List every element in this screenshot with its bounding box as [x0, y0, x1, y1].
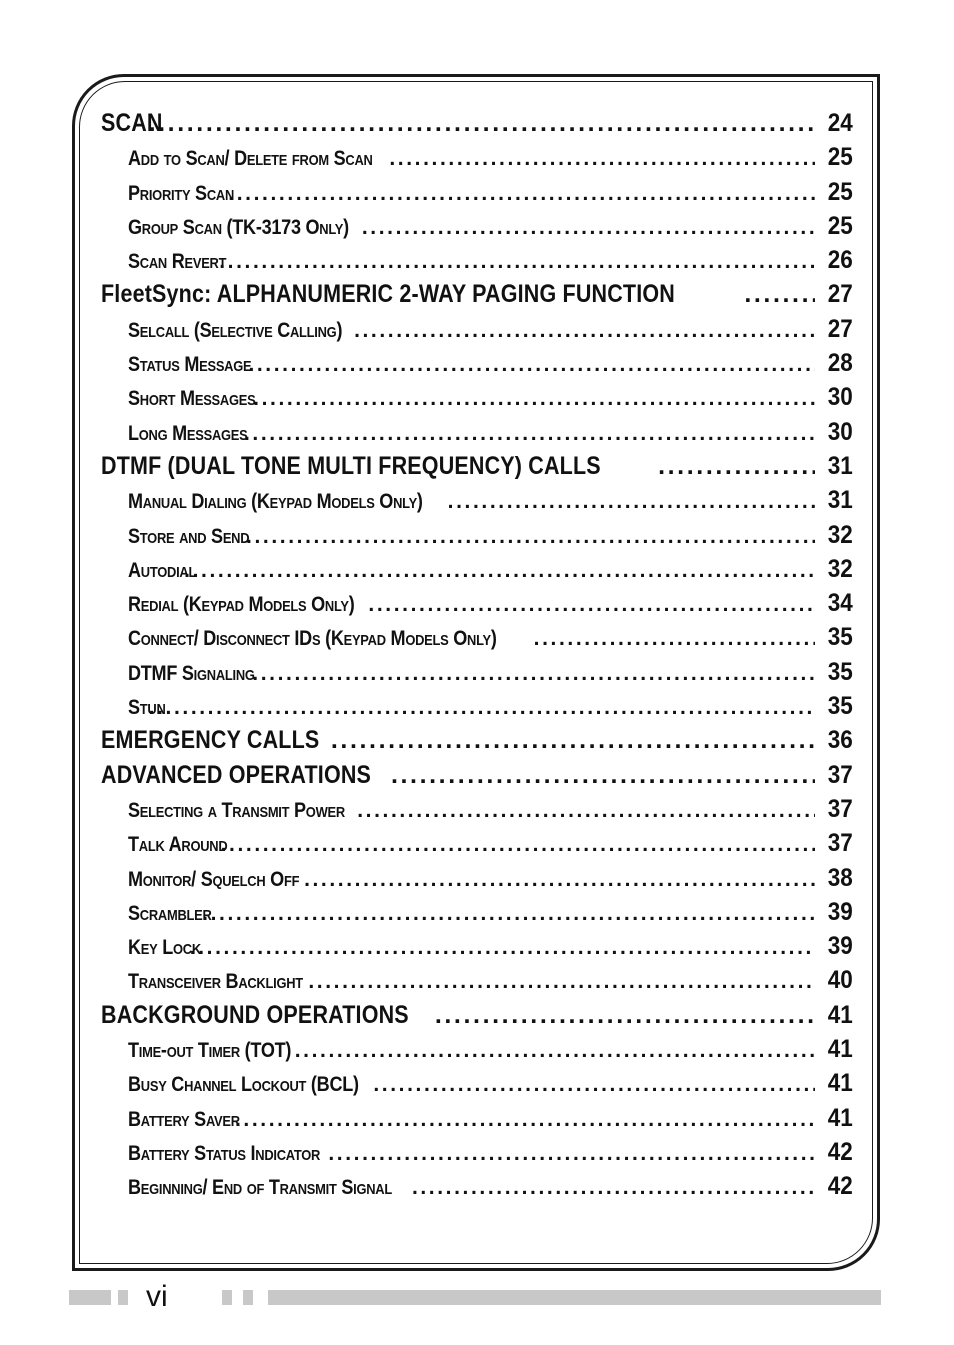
toc-entry-page-number: 37: [827, 829, 853, 858]
toc-entry-page-number: 39: [827, 932, 853, 961]
toc-dot-leader: [389, 142, 815, 174]
toc-entry-page-number: 26: [827, 246, 853, 275]
footer-bar-right: [268, 1290, 881, 1305]
toc-dot-leader: [658, 449, 815, 483]
toc-entry-title: Autodial: [128, 558, 197, 582]
toc-entry-page-number: 42: [827, 1137, 853, 1166]
toc-dot-leader: [252, 657, 815, 689]
toc-subsection-entry: [101, 586, 853, 620]
toc-dot-leader: [248, 348, 815, 380]
toc-dot-leader: [357, 794, 815, 826]
toc-dot-leader: [253, 382, 815, 414]
toc-entry-title: SCAN: [101, 109, 163, 137]
toc-entry-title: ADVANCED OPERATIONS: [101, 760, 372, 789]
toc-subsection-entry: [101, 380, 853, 414]
toc-entry-title: Selecting a Transmit Power: [128, 798, 345, 822]
toc-entry-title: Key Lock: [128, 936, 201, 960]
table-of-contents: [101, 106, 853, 1204]
toc-entry-title: Connect/ Disconnect IDs (Keypad Models Only): [128, 627, 497, 651]
toc-entry-title: Redial (Keypad Models Only): [128, 593, 355, 617]
toc-entry-page-number: 35: [827, 657, 853, 686]
toc-dot-leader: [295, 1034, 815, 1066]
toc-subsection-entry: [101, 895, 853, 929]
toc-subsection-entry: [101, 209, 853, 243]
toc-subsection-entry: [101, 1101, 853, 1135]
toc-section-entry: [101, 277, 853, 311]
toc-dot-leader: [331, 723, 815, 757]
toc-entry-page-number: 30: [827, 417, 853, 446]
toc-entry-title: DTMF Signaling: [128, 661, 255, 685]
toc-dot-leader: [149, 106, 816, 140]
toc-entry-title: DTMF (DUAL TONE MULTI FREQUENCY) CALLS: [101, 451, 601, 480]
toc-entry-title: Short Messages: [128, 387, 256, 411]
toc-subsection-entry: [101, 861, 853, 895]
toc-dot-leader: [228, 177, 815, 209]
toc-dot-leader: [235, 1103, 815, 1135]
toc-entry-title: Monitor/ Squelch Off: [128, 867, 300, 891]
toc-dot-leader: [354, 314, 815, 346]
toc-entry-title: Store and Send: [128, 524, 250, 548]
toc-section-entry: [101, 998, 853, 1032]
toc-section-entry: [101, 449, 853, 483]
toc-entry-title: Selcall (Selective Calling): [128, 318, 343, 342]
toc-entry-page-number: 25: [827, 143, 853, 172]
toc-dot-leader: [448, 485, 816, 517]
toc-dot-leader: [362, 211, 815, 243]
toc-dot-leader: [391, 758, 815, 792]
toc-entry-title: EMERGENCY CALLS: [101, 726, 320, 755]
toc-entry-title: Group Scan (TK-3173 Only): [128, 215, 349, 239]
toc-dot-leader: [534, 622, 816, 654]
toc-entry-title: Time-out Timer (TOT): [128, 1039, 292, 1063]
toc-entry-title: Manual Dialing (Keypad Models Only): [128, 490, 423, 514]
toc-entry-page-number: 31: [827, 451, 853, 480]
toc-dot-leader: [368, 588, 815, 620]
toc-subsection-entry: [101, 792, 853, 826]
toc-entry-page-number: 30: [827, 383, 853, 412]
toc-dot-leader: [184, 554, 815, 586]
toc-subsection-entry: [101, 1135, 853, 1169]
toc-entry-title: Long Messages: [128, 421, 248, 445]
toc-dot-leader: [412, 1171, 815, 1203]
toc-subsection-entry: [101, 929, 853, 963]
toc-entry-title: Status Message: [128, 353, 252, 377]
toc-dot-leader: [744, 277, 815, 311]
toc-entry-page-number: 28: [827, 349, 853, 378]
toc-entry-page-number: 32: [827, 554, 853, 583]
toc-entry-title: Add to Scan/ Delete from Scan: [128, 147, 373, 171]
toc-entry-page-number: 24: [827, 109, 853, 137]
toc-dot-leader: [373, 1068, 815, 1100]
toc-subsection-entry: [101, 415, 853, 449]
toc-entry-title: Scan Revert: [128, 250, 227, 274]
toc-entry-title: Priority Scan: [128, 181, 235, 205]
toc-entry-title: Stun: [128, 696, 166, 720]
toc-entry-page-number: 41: [827, 1069, 853, 1098]
toc-entry-page-number: 27: [827, 314, 853, 343]
toc-entry-title: Talk Around: [128, 833, 228, 857]
toc-dot-leader: [246, 520, 815, 552]
toc-subsection-entry: [101, 243, 853, 277]
toc-entry-page-number: 41: [827, 1103, 853, 1132]
toc-entry-title: Busy Channel Lockout (BCL): [128, 1073, 359, 1097]
toc-entry-page-number: 34: [827, 589, 853, 618]
toc-dot-leader: [328, 1137, 815, 1169]
toc-dot-leader: [304, 863, 815, 895]
toc-entry-title: BACKGROUND OPERATIONS: [101, 1000, 409, 1029]
toc-entry-page-number: 35: [827, 623, 853, 652]
footer-square-1: [118, 1290, 128, 1305]
toc-dot-leader: [219, 245, 815, 277]
toc-dot-leader: [190, 931, 815, 963]
toc-entry-page-number: 39: [827, 897, 853, 926]
toc-entry-page-number: 25: [827, 177, 853, 206]
toc-subsection-entry: [101, 312, 853, 346]
toc-entry-title: FleetSync: ALPHANUMERIC 2-WAY PAGING FUNCTION: [101, 280, 675, 309]
toc-entry-title: Scrambler: [128, 901, 212, 925]
toc-subsection-entry: [101, 1032, 853, 1066]
toc-entry-page-number: 25: [827, 211, 853, 240]
toc-entry-title: Battery Saver: [128, 1107, 240, 1131]
toc-entry-page-number: 31: [827, 486, 853, 515]
toc-subsection-entry: [101, 552, 853, 586]
toc-subsection-entry: [101, 346, 853, 380]
toc-dot-leader: [308, 965, 815, 997]
toc-section-entry: [101, 106, 853, 140]
toc-entry-page-number: 27: [827, 280, 853, 309]
footer-square-2: [222, 1290, 232, 1305]
toc-entry-page-number: 41: [827, 1000, 853, 1029]
toc-subsection-entry: [101, 689, 853, 723]
toc-subsection-entry: [101, 518, 853, 552]
toc-subsection-entry: [101, 1066, 853, 1100]
page-number: vi: [146, 1280, 168, 1313]
toc-subsection-entry: [101, 175, 853, 209]
toc-subsection-entry: [101, 140, 853, 174]
toc-entry-page-number: 37: [827, 794, 853, 823]
toc-section-entry: [101, 723, 853, 757]
toc-entry-page-number: 36: [827, 726, 853, 755]
toc-entry-page-number: 41: [827, 1035, 853, 1064]
toc-entry-page-number: 38: [827, 863, 853, 892]
toc-entry-title: Transceiver Backlight: [128, 970, 303, 994]
toc-subsection-entry: [101, 963, 853, 997]
toc-subsection-entry: [101, 655, 853, 689]
toc-dot-leader: [202, 897, 815, 929]
toc-entry-title: Beginning/ End of Transmit Signal: [128, 1176, 392, 1200]
toc-dot-leader: [435, 998, 815, 1032]
footer-bar-left: [69, 1290, 111, 1305]
toc-entry-page-number: 42: [827, 1172, 853, 1201]
toc-entry-page-number: 32: [827, 520, 853, 549]
toc-subsection-entry: [101, 620, 853, 654]
toc-subsection-entry: [101, 1169, 853, 1203]
toc-entry-title: Battery Status Indicator: [128, 1141, 321, 1165]
toc-dot-leader: [149, 691, 816, 723]
toc-dot-leader: [244, 417, 815, 449]
toc-entry-page-number: 37: [827, 760, 853, 789]
toc-dot-leader: [221, 828, 816, 860]
toc-subsection-entry: [101, 483, 853, 517]
toc-entry-page-number: 35: [827, 692, 853, 721]
toc-subsection-entry: [101, 826, 853, 860]
toc-section-entry: [101, 758, 853, 792]
footer-square-3: [243, 1290, 253, 1305]
toc-entry-page-number: 40: [827, 966, 853, 995]
